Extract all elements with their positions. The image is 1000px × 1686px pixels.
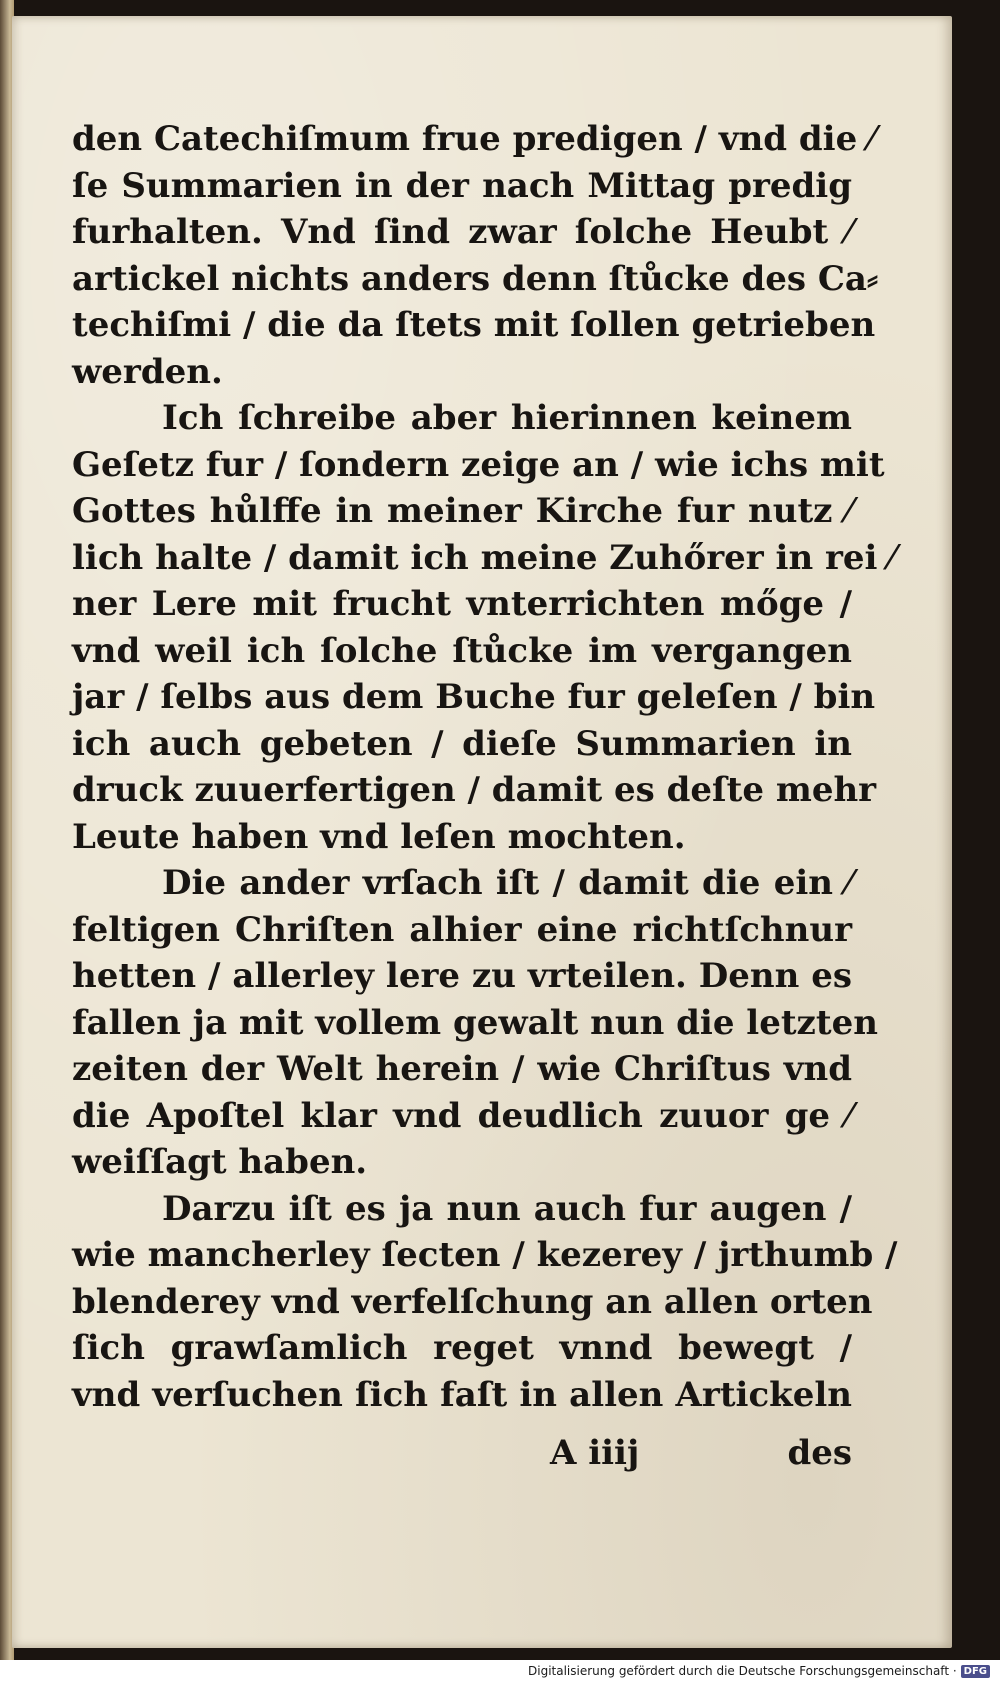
- credit-text: Digitalisierung gefördert durch die Deutsche Forschungsgemeinschaft ·: [528, 1664, 957, 1678]
- text-line: wie mancherley ſecten / kezerey / jrthumb /: [72, 1235, 898, 1275]
- text-line: Darzu iſt es ja nun auch fur augen /: [162, 1188, 852, 1229]
- text-line: hetten / allerley lere zu vrteilen. Denn es: [72, 956, 852, 996]
- text-line: jar / ſelbs aus dem Buche fur geleſen / bin: [72, 677, 876, 717]
- text-line: werden.: [72, 351, 223, 392]
- text-line: den Catechiſmum frue predigen / vnd die ⁄: [72, 119, 875, 159]
- text-line: techiſmi / die da ſtets mit ſollen getrieben: [72, 305, 876, 345]
- text-line: Geſetz fur / ſondern zeige an / wie ichs mit: [72, 444, 885, 485]
- digitization-credit: [528, 1664, 990, 1678]
- catchword: des: [787, 1433, 852, 1473]
- text-line: ner Lere mit frucht vnterrichten mőge /: [72, 584, 852, 624]
- signature-mark: A iiij: [550, 1433, 640, 1473]
- text-line: druck zuuerfertigen / damit es deſte mehr: [72, 770, 877, 810]
- text-line: fallen ja mit vollem gewalt nun die letzten: [72, 1002, 878, 1043]
- text-line: blenderey vnd verfelſchung an allen orten: [72, 1281, 873, 1322]
- text-line: die Apoſtel klar vnd deudlich zuuor ge ⁄: [72, 1095, 852, 1136]
- page-footer: [72, 1428, 852, 1478]
- text-line: feltigen Chriſten alhier eine richtſchnur: [72, 909, 852, 950]
- text-line: vnd verſuchen ſich faſt in allen Artickeln: [72, 1374, 852, 1415]
- text-line: Leute haben vnd leſen mochten.: [72, 816, 686, 857]
- text-line: ich auch gebeten / dieſe Summarien in: [72, 723, 852, 764]
- text-line: Gottes hůlffe in meiner Kirche fur nutz ⁄: [72, 491, 852, 531]
- credit-bar: [0, 1660, 1000, 1686]
- text-line: Die ander vrſach iſt / damit die ein ⁄: [162, 863, 852, 903]
- book-page: [12, 16, 952, 1648]
- text-line: zeiten der Welt herein / wie Chriſtus vnd: [72, 1049, 852, 1089]
- text-line: Ich ſchreibe aber hierinnen keinem: [162, 398, 852, 438]
- body-text: [72, 116, 898, 1418]
- text-line: ſich grawſamlich reget vnnd bewegt /: [72, 1328, 852, 1368]
- text-line: weiſſagt haben.: [72, 1142, 368, 1182]
- text-line: vnd weil ich ſolche ſtůcke im vergangen: [72, 630, 852, 671]
- dfg-logo: DFG: [961, 1665, 990, 1678]
- text-line: ſe Summarien in der nach Mittag predig: [72, 165, 852, 206]
- text-line: artickel nichts anders denn ſtůcke des Ca⸗: [72, 258, 879, 299]
- text-line: furhalten. Vnd ſind zwar ſolche Heubt ⁄: [72, 212, 852, 252]
- text-line: lich halte / damit ich meine Zuhőrer in rei ⁄: [72, 537, 895, 578]
